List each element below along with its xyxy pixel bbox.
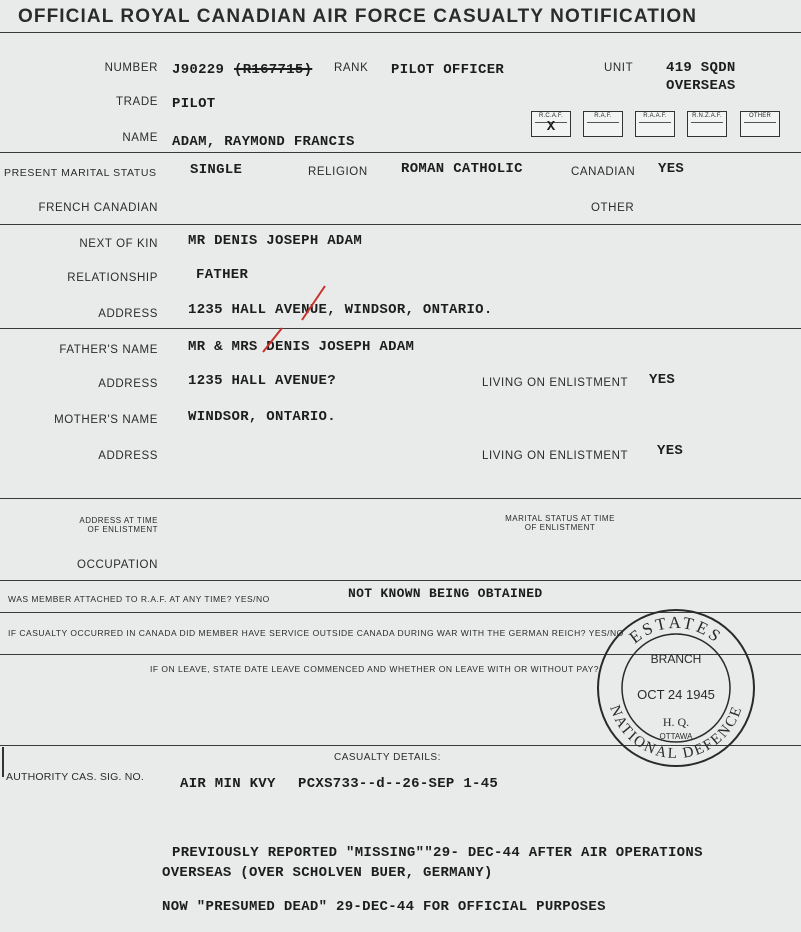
marital-status-value: SINGLE (190, 162, 243, 178)
authority-label: AUTHORITY CAS. SIG. NO. (6, 771, 145, 783)
stamp-top-text: ESTATES (625, 612, 727, 648)
service-box-rnzaf: R.N.Z.A.F. (687, 111, 727, 137)
religion-value: ROMAN CATHOLIC (401, 161, 523, 177)
name-label: NAME (122, 132, 158, 144)
number-label: NUMBER (104, 62, 158, 74)
old-number-value: (R167715) (234, 62, 313, 78)
trade-value: PILOT (172, 96, 216, 112)
margin-mark (2, 747, 4, 777)
stamp-date: OCT 24 1945 (637, 687, 715, 702)
unit-value-2: OVERSEAS (666, 78, 736, 94)
details-line-2: OVERSEAS (OVER SCHOLVEN BUER, GERMANY) (162, 865, 493, 881)
mothers-name-label: MOTHER'S NAME (54, 414, 158, 426)
on-leave-label: IF ON LEAVE, STATE DATE LEAVE COMMENCED AND WHETHER ON LEAVE WITH OR WITHOUT PAY? (150, 664, 600, 674)
father-address-value: 1235 HALL AVENUE? (188, 373, 336, 389)
mothers-name-value: WINDSOR, ONTARIO. (188, 409, 336, 425)
divider (0, 32, 801, 33)
marital-at-enlistment-label: MARITAL STATUS AT TIME OF ENLISTMENT (505, 514, 615, 532)
unit-label: UNIT (604, 62, 634, 74)
father-living-value: YES (649, 372, 676, 388)
relationship-value: FATHER (196, 267, 249, 283)
stamp-city: OTTAWA (659, 732, 693, 741)
divider (0, 328, 801, 329)
rank-value: PILOT OFFICER (391, 62, 505, 78)
service-outside-label: IF CASUALTY OCCURRED IN CANADA DID MEMBER HAVE SERVICE OUTSIDE CANADA DURING WAR WITH THE GERMAN REICH? YES/NO (8, 628, 624, 638)
authority-ref-value: PCXS733--d--26-SEP 1-45 (298, 776, 499, 792)
unit-value: 419 SQDN (666, 60, 736, 76)
trade-label: TRADE (116, 96, 158, 108)
service-box-raaf: R.A.A.F. (635, 111, 675, 137)
canadian-label: CANADIAN (571, 166, 636, 178)
details-line-3: NOW "PRESUMED DEAD" 29-DEC-44 FOR OFFICIAL PURPOSES (162, 899, 606, 915)
number-value: J90229 (172, 62, 225, 78)
divider (0, 224, 801, 225)
address-value: 1235 HALL AVENUE, WINDSOR, ONTARIO. (188, 302, 493, 318)
attached-raf-value: NOT KNOWN BEING OBTAINED (348, 586, 543, 601)
stamp-hq: H. Q. (662, 715, 690, 729)
rank-label: RANK (334, 62, 369, 74)
divider (0, 152, 801, 153)
name-value: ADAM, RAYMOND FRANCIS (172, 134, 355, 150)
marital-status-label: PRESENT MARITAL STATUS (4, 167, 157, 179)
authority-value: AIR MIN KVY (180, 776, 276, 792)
address-label: ADDRESS (98, 308, 158, 320)
religion-label: RELIGION (308, 166, 368, 178)
casualty-details-label: CASUALTY DETAILS: (334, 752, 441, 763)
attached-raf-label: WAS MEMBER ATTACHED TO R.A.F. AT ANY TIME? YES/NO (8, 594, 270, 604)
red-annotation-strokes (250, 280, 340, 360)
stamp-bottom-text: NATIONAL DEFENCE (606, 703, 746, 763)
father-address-label: ADDRESS (98, 378, 158, 390)
other-label: OTHER (591, 202, 635, 214)
divider (0, 580, 801, 581)
details-line-1: PREVIOUSLY REPORTED "MISSING""29- DEC-44 AFTER AIR OPERATIONS (172, 845, 703, 861)
service-box-other: OTHER (740, 111, 780, 137)
next-of-kin-label: NEXT OF KIN (79, 238, 158, 250)
service-box-raf: R.A.F. (583, 111, 623, 137)
mother-living-value: YES (657, 443, 684, 459)
fathers-name-label: FATHER'S NAME (59, 344, 158, 356)
canadian-value: YES (658, 161, 685, 177)
stamp-branch: BRANCH (650, 652, 702, 666)
occupation-label: OCCUPATION (77, 559, 158, 571)
mother-address-label: ADDRESS (98, 450, 158, 462)
rcaf-mark: X (546, 119, 556, 135)
divider (0, 498, 801, 499)
fathers-name-value: MR & MRS DENIS JOSEPH ADAM (188, 339, 415, 355)
french-canadian-label: FRENCH CANADIAN (38, 202, 158, 214)
father-living-label: LIVING ON ENLISTMENT (482, 377, 629, 389)
estates-branch-stamp (594, 606, 758, 770)
address-at-enlistment-label: ADDRESS AT TIME OF ENLISTMENT (79, 516, 158, 534)
next-of-kin-value: MR DENIS JOSEPH ADAM (188, 233, 363, 249)
service-box-rcaf: R.C.A.F. X (531, 111, 571, 137)
form-title: OFFICIAL ROYAL CANADIAN AIR FORCE CASUALTY NOTIFICATION (18, 6, 698, 27)
mother-living-label: LIVING ON ENLISTMENT (482, 450, 629, 462)
relationship-label: RELATIONSHIP (67, 272, 158, 284)
